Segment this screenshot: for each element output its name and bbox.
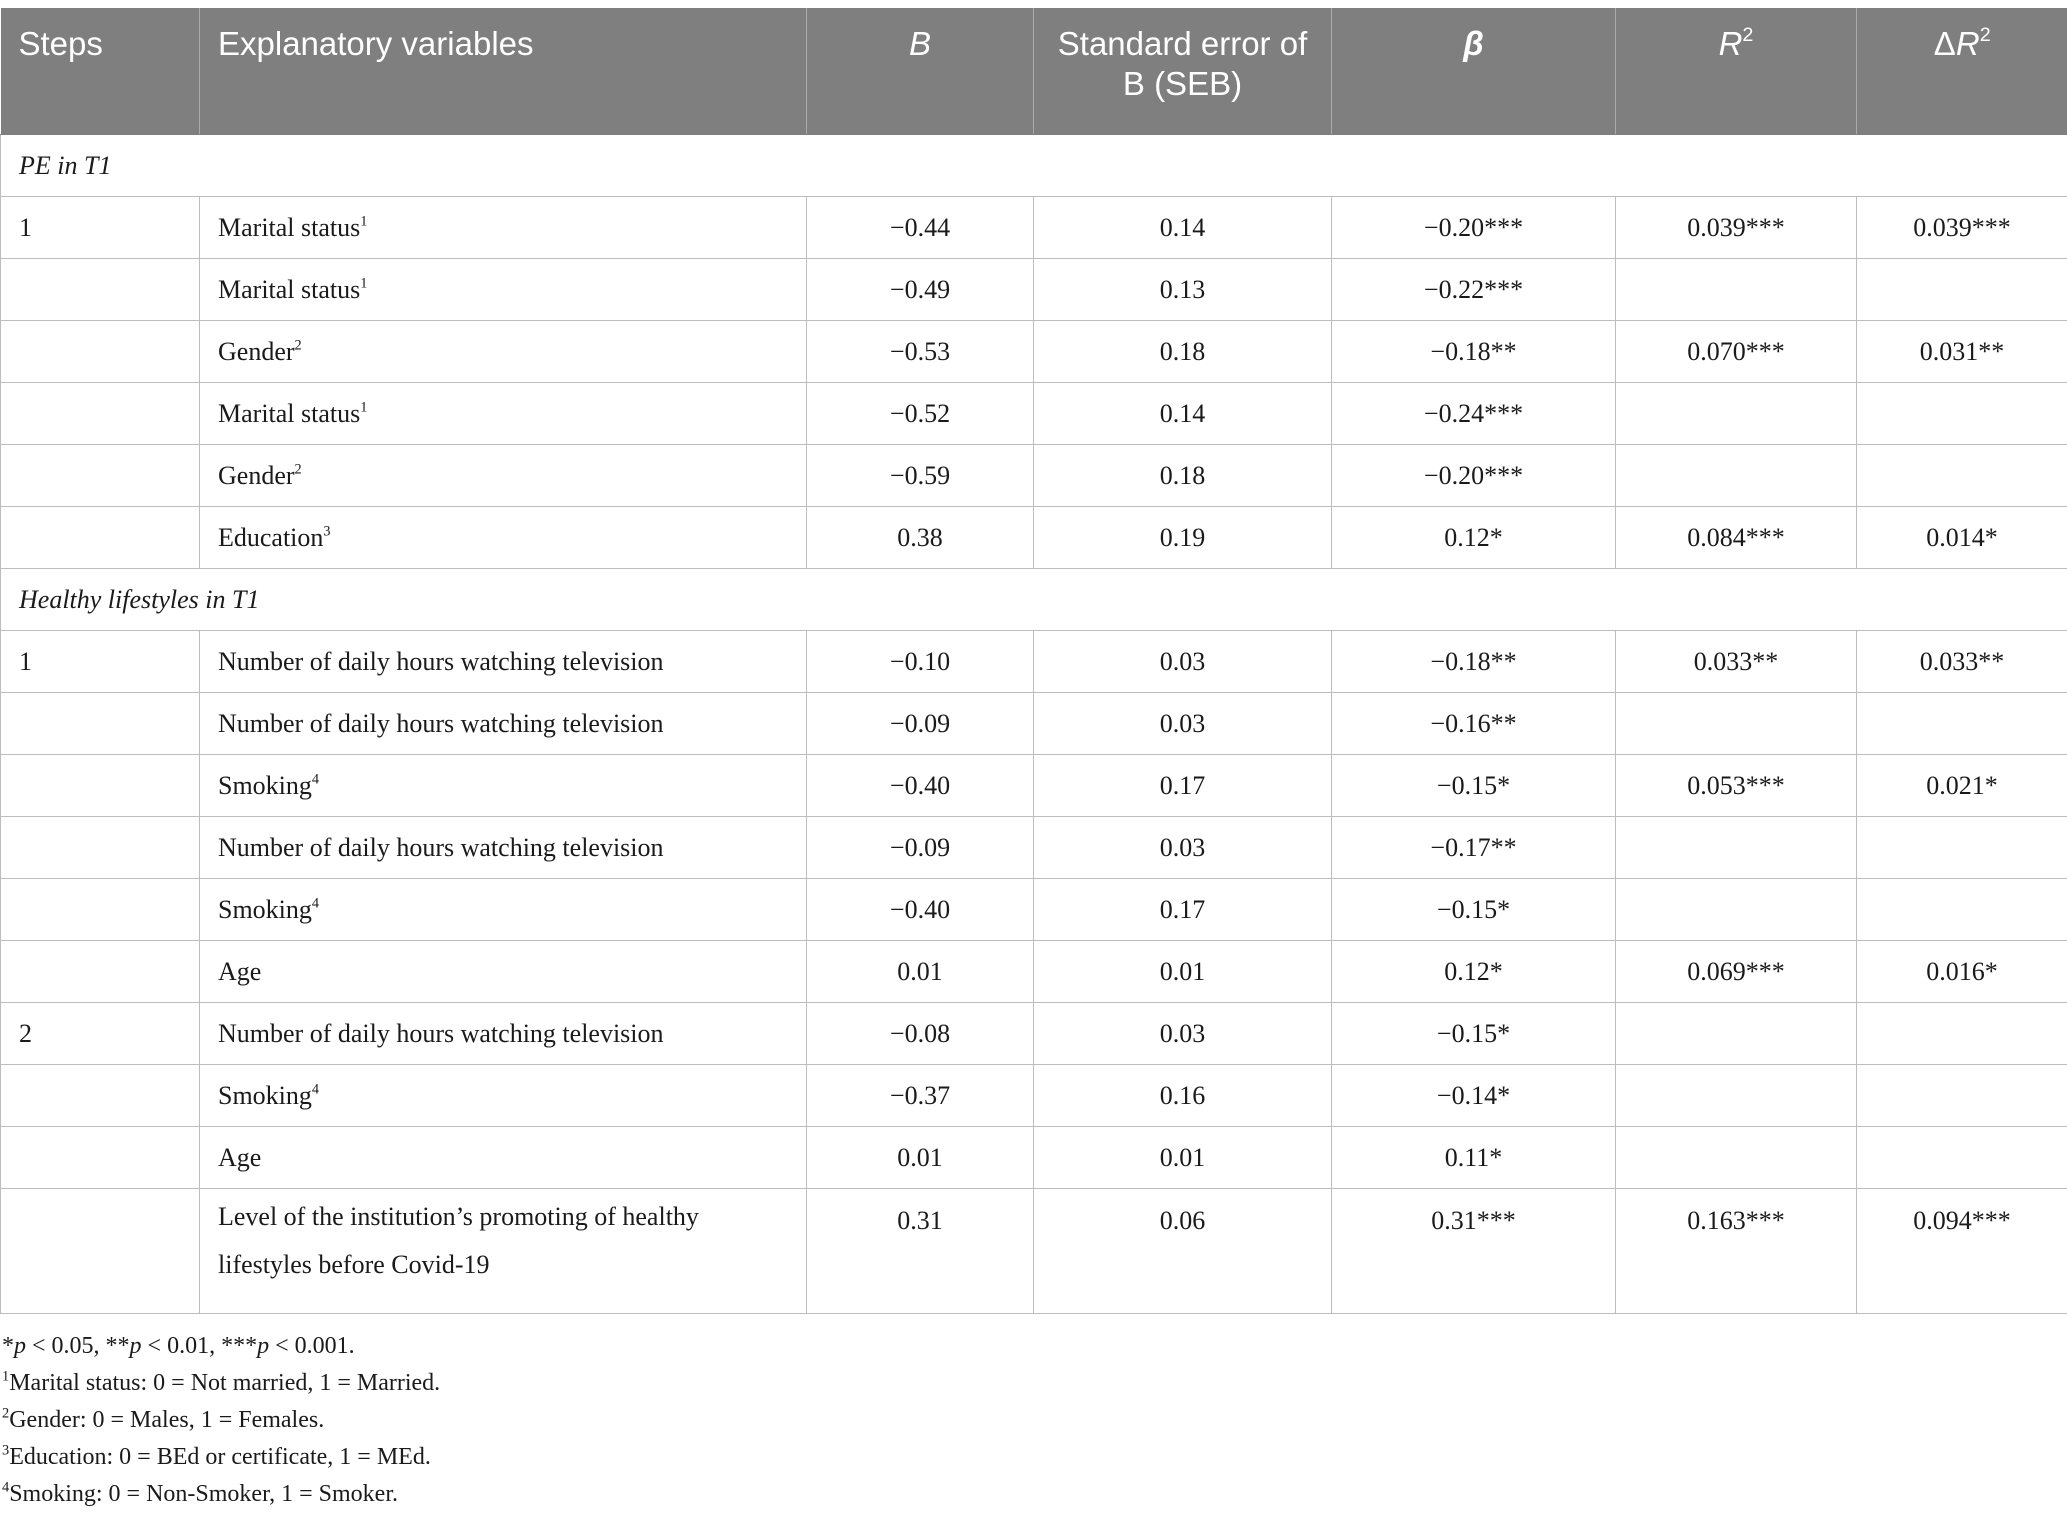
cell-b (807, 445, 1034, 507)
cell-r2-text: 0.033** (1694, 647, 1779, 676)
header-r2-sup: 2 (1742, 24, 1753, 46)
cell-step (1, 321, 200, 383)
cell-seb-text: 0.03 (1160, 833, 1206, 862)
cell-b-text: −0.10 (890, 647, 950, 676)
cell-delta-r2-text: 0.033** (1920, 647, 2005, 676)
cell-delta-r2-text: 0.021* (1926, 771, 1998, 800)
cell-b (807, 1065, 1034, 1127)
cell-variable (200, 941, 807, 1003)
cell-beta-text: 0.12* (1444, 523, 1503, 552)
cell-b (807, 383, 1034, 445)
cell-variable (200, 879, 807, 941)
table-row (1, 259, 2067, 321)
footnote-marker: 2 (295, 461, 302, 477)
section-row-healthy-lifestyles (1, 569, 2067, 631)
cell-variable (200, 1065, 807, 1127)
cell-beta-text: −0.18** (1430, 337, 1516, 366)
cell-seb-text: 0.18 (1160, 461, 1206, 490)
cell-beta-text: −0.22*** (1424, 275, 1523, 304)
cell-beta-text: −0.20*** (1424, 213, 1523, 242)
cell-step (1, 259, 200, 321)
cell-r2 (1616, 1189, 1857, 1314)
footnote-1 (2, 1365, 2067, 1402)
cell-step (1, 1065, 200, 1127)
cell-variable-text: Age (218, 957, 261, 986)
cell-step (1, 631, 200, 693)
cell-b (807, 321, 1034, 383)
header-delta-r2-label: R (1956, 25, 1980, 62)
cell-b (807, 259, 1034, 321)
cell-r2 (1616, 693, 1857, 755)
cell-variable (200, 817, 807, 879)
footnote-significance (2, 1328, 2067, 1365)
cell-beta-text: 0.31*** (1431, 1206, 1516, 1235)
footnote-marker: 3 (323, 523, 330, 539)
table-row (1, 507, 2067, 569)
cell-r2 (1616, 941, 1857, 1003)
cell-variable-text: Marital status (218, 275, 360, 304)
cell-variable (200, 321, 807, 383)
cell-step (1, 507, 200, 569)
table-row (1, 755, 2067, 817)
cell-b (807, 507, 1034, 569)
footnote-2-marker: 2 (2, 1406, 9, 1422)
cell-r2 (1616, 631, 1857, 693)
cell-beta-text: −0.17** (1430, 833, 1516, 862)
cell-beta (1332, 383, 1616, 445)
cell-b (807, 631, 1034, 693)
footnote-marker: 4 (312, 895, 319, 911)
cell-seb (1034, 1189, 1332, 1314)
cell-variable (200, 693, 807, 755)
cell-delta-r2 (1857, 383, 2067, 445)
cell-delta-r2-text: 0.031** (1920, 337, 2005, 366)
cell-b-text: 0.38 (897, 523, 943, 552)
table-row (1, 1065, 2067, 1127)
table-row (1, 1189, 2067, 1314)
cell-b-text: −0.08 (890, 1019, 950, 1048)
cell-delta-r2 (1857, 631, 2067, 693)
cell-beta (1332, 321, 1616, 383)
cell-b-text: 0.31 (897, 1206, 943, 1235)
cell-r2-text: 0.084*** (1687, 523, 1785, 552)
cell-delta-r2 (1857, 1003, 2067, 1065)
cell-b (807, 693, 1034, 755)
cell-delta-r2-text: 0.014* (1926, 523, 1998, 552)
cell-r2 (1616, 879, 1857, 941)
cell-b-text: −0.09 (890, 709, 950, 738)
table-header (1, 8, 2067, 135)
table-row (1, 693, 2067, 755)
cell-r2 (1616, 197, 1857, 259)
cell-seb (1034, 383, 1332, 445)
footnote-p2: p (130, 1333, 142, 1359)
cell-step (1, 445, 200, 507)
cell-b (807, 1127, 1034, 1189)
cell-variable (200, 1127, 807, 1189)
table-row (1, 321, 2067, 383)
table-row (1, 1127, 2067, 1189)
cell-seb (1034, 631, 1332, 693)
cell-seb (1034, 1127, 1332, 1189)
footnote-4-marker: 4 (2, 1480, 9, 1496)
table-body (1, 135, 2067, 1314)
cell-variable (200, 1003, 807, 1065)
cell-r2 (1616, 817, 1857, 879)
cell-beta-text: 0.12* (1444, 957, 1503, 986)
cell-step (1, 1189, 200, 1314)
header-r2-label: R (1719, 25, 1743, 62)
footnote-marker: 4 (312, 771, 319, 787)
table-row (1, 1003, 2067, 1065)
cell-r2 (1616, 321, 1857, 383)
footnote-marker: 2 (295, 337, 302, 353)
footnote-sig-d: < 0.001. (269, 1333, 355, 1359)
cell-r2-text: 0.039*** (1687, 213, 1785, 242)
cell-delta-r2 (1857, 507, 2067, 569)
cell-beta-text: −0.24*** (1424, 399, 1523, 428)
cell-delta-r2 (1857, 941, 2067, 1003)
cell-delta-r2 (1857, 445, 2067, 507)
cell-beta-text: −0.15* (1437, 1019, 1510, 1048)
cell-seb (1034, 259, 1332, 321)
section-row-pe (1, 135, 2067, 197)
cell-beta-text: −0.15* (1437, 771, 1510, 800)
cell-seb (1034, 1003, 1332, 1065)
cell-seb-text: 0.03 (1160, 709, 1206, 738)
header-b (807, 8, 1034, 135)
cell-variable-text: Gender (218, 461, 295, 490)
cell-delta-r2 (1857, 693, 2067, 755)
cell-seb-text: 0.17 (1160, 895, 1206, 924)
footnote-1-text: Marital status: 0 = Not married, 1 = Married. (9, 1370, 440, 1396)
cell-beta (1332, 693, 1616, 755)
table-row (1, 445, 2067, 507)
cell-step (1, 693, 200, 755)
cell-seb-text: 0.01 (1160, 957, 1206, 986)
cell-seb-text: 0.16 (1160, 1081, 1206, 1110)
cell-variable-text: Marital status (218, 399, 360, 428)
cell-variable (200, 197, 807, 259)
cell-seb-text: 0.06 (1160, 1206, 1206, 1235)
footnote-marker: 4 (312, 1081, 319, 1097)
cell-b-text: −0.59 (890, 461, 950, 490)
cell-delta-r2 (1857, 197, 2067, 259)
cell-step (1, 383, 200, 445)
cell-seb (1034, 879, 1332, 941)
header-delta-r2-sup: 2 (1980, 24, 1991, 46)
cell-seb-text: 0.13 (1160, 275, 1206, 304)
header-beta (1332, 8, 1616, 135)
cell-delta-r2 (1857, 1127, 2067, 1189)
cell-beta-text: −0.20*** (1424, 461, 1523, 490)
cell-b (807, 817, 1034, 879)
header-b-label: B (909, 25, 931, 62)
cell-seb (1034, 507, 1332, 569)
cell-delta-r2 (1857, 755, 2067, 817)
footnote-4-text: Smoking: 0 = Non-Smoker, 1 = Smoker. (9, 1481, 398, 1507)
cell-b-text: −0.52 (890, 399, 950, 428)
footnote-sig-c: < 0.01, *** (142, 1333, 258, 1359)
cell-beta-text: −0.15* (1437, 895, 1510, 924)
cell-variable-text: Age (218, 1143, 261, 1172)
cell-variable-text: Level of the institution’s promoting of healthy lifestyles before Covid-19 (218, 1202, 699, 1279)
cell-variable-text: Education (218, 523, 323, 552)
footnote-sig-star: * (2, 1333, 14, 1359)
cell-variable (200, 755, 807, 817)
cell-beta (1332, 1189, 1616, 1314)
footnote-p1: p (14, 1333, 26, 1359)
cell-delta-r2-text: 0.039*** (1913, 213, 2011, 242)
cell-step (1, 817, 200, 879)
footnote-3-text: Education: 0 = BEd or certificate, 1 = MEd. (9, 1444, 431, 1470)
cell-seb (1034, 197, 1332, 259)
header-delta-r2 (1857, 8, 2067, 135)
footnote-marker: 1 (360, 399, 367, 415)
cell-variable-text: Number of daily hours watching television (218, 647, 664, 676)
cell-b-text: 0.01 (897, 957, 943, 986)
cell-r2 (1616, 1127, 1857, 1189)
cell-r2 (1616, 383, 1857, 445)
cell-beta-text: −0.18** (1430, 647, 1516, 676)
cell-beta-text: 0.11* (1445, 1143, 1503, 1172)
footnote-p3: p (257, 1333, 269, 1359)
cell-delta-r2 (1857, 817, 2067, 879)
cell-step (1, 1003, 200, 1065)
cell-delta-r2-text: 0.094*** (1913, 1206, 2011, 1235)
cell-variable-text: Number of daily hours watching television (218, 709, 664, 738)
cell-beta (1332, 817, 1616, 879)
cell-variable (200, 259, 807, 321)
table-row (1, 383, 2067, 445)
cell-beta (1332, 755, 1616, 817)
cell-seb-text: 0.17 (1160, 771, 1206, 800)
section-label-healthy-lifestyles: Healthy lifestyles in T1 (1, 569, 2067, 631)
cell-delta-r2 (1857, 321, 2067, 383)
cell-seb (1034, 1065, 1332, 1127)
cell-step (1, 879, 200, 941)
cell-delta-r2 (1857, 1065, 2067, 1127)
cell-b-text: −0.09 (890, 833, 950, 862)
cell-step-text: 1 (19, 213, 32, 242)
cell-b (807, 1189, 1034, 1314)
cell-seb (1034, 817, 1332, 879)
cell-seb (1034, 321, 1332, 383)
cell-variable-text: Gender (218, 337, 295, 366)
cell-step-text: 1 (19, 647, 32, 676)
cell-variable-text: Number of daily hours watching television (218, 833, 664, 862)
cell-delta-r2 (1857, 259, 2067, 321)
footnote-sig-b: < 0.05, ** (26, 1333, 130, 1359)
cell-r2-text: 0.163*** (1687, 1206, 1785, 1235)
cell-seb-text: 0.03 (1160, 1019, 1206, 1048)
cell-r2-text: 0.053*** (1687, 771, 1785, 800)
footnote-3-marker: 3 (2, 1443, 9, 1459)
cell-r2 (1616, 1065, 1857, 1127)
cell-variable (200, 383, 807, 445)
cell-variable-text: Marital status (218, 213, 360, 242)
cell-variable (200, 507, 807, 569)
cell-step (1, 1127, 200, 1189)
cell-seb-text: 0.19 (1160, 523, 1206, 552)
header-beta-label: β (1463, 25, 1483, 62)
regression-table (0, 8, 2067, 1314)
regression-table-container (0, 8, 2067, 1513)
cell-variable (200, 445, 807, 507)
cell-variable-text: Smoking (218, 1081, 312, 1110)
cell-beta (1332, 445, 1616, 507)
header-delta-symbol: Δ (1934, 25, 1956, 62)
cell-step (1, 197, 200, 259)
cell-b-text: −0.40 (890, 895, 950, 924)
header-variables: Explanatory variables (200, 8, 807, 135)
cell-beta-text: −0.14* (1437, 1081, 1510, 1110)
footnote-1-marker: 1 (2, 1369, 9, 1385)
cell-b (807, 755, 1034, 817)
cell-beta (1332, 1127, 1616, 1189)
cell-r2-text: 0.070*** (1687, 337, 1785, 366)
footnote-3 (2, 1439, 2067, 1476)
table-row (1, 941, 2067, 1003)
table-footnotes (0, 1314, 2067, 1513)
cell-seb-text: 0.03 (1160, 647, 1206, 676)
cell-beta (1332, 631, 1616, 693)
cell-b-text: −0.37 (890, 1081, 950, 1110)
table-row (1, 879, 2067, 941)
cell-variable-text: Smoking (218, 771, 312, 800)
cell-r2-text: 0.069*** (1687, 957, 1785, 986)
cell-beta (1332, 1003, 1616, 1065)
cell-delta-r2-text: 0.016* (1926, 957, 1998, 986)
cell-step-text: 2 (19, 1019, 32, 1048)
cell-variable-text: Number of daily hours watching television (218, 1019, 664, 1048)
footnote-marker: 1 (360, 275, 367, 291)
footnote-2-text: Gender: 0 = Males, 1 = Females. (9, 1407, 324, 1433)
cell-r2 (1616, 1003, 1857, 1065)
footnote-4 (2, 1476, 2067, 1513)
cell-r2 (1616, 445, 1857, 507)
cell-b (807, 941, 1034, 1003)
section-label-pe: PE in T1 (1, 135, 2067, 197)
cell-r2 (1616, 507, 1857, 569)
cell-beta (1332, 879, 1616, 941)
header-seb: Standard error of B (SEB) (1034, 8, 1332, 135)
cell-beta (1332, 1065, 1616, 1127)
table-row (1, 817, 2067, 879)
footnote-2 (2, 1402, 2067, 1439)
cell-b (807, 1003, 1034, 1065)
header-r2 (1616, 8, 1857, 135)
footnote-marker: 1 (360, 213, 367, 229)
cell-seb (1034, 693, 1332, 755)
cell-b-text: −0.44 (890, 213, 950, 242)
cell-beta (1332, 259, 1616, 321)
cell-beta-text: −0.16** (1430, 709, 1516, 738)
cell-b-text: −0.49 (890, 275, 950, 304)
cell-b-text: 0.01 (897, 1143, 943, 1172)
cell-variable (200, 1189, 807, 1314)
header-steps: Steps (1, 8, 200, 135)
table-row (1, 631, 2067, 693)
cell-seb-text: 0.18 (1160, 337, 1206, 366)
cell-seb (1034, 755, 1332, 817)
cell-step (1, 755, 200, 817)
table-row (1, 197, 2067, 259)
cell-b-text: −0.40 (890, 771, 950, 800)
cell-beta (1332, 507, 1616, 569)
cell-b-text: −0.53 (890, 337, 950, 366)
cell-beta (1332, 941, 1616, 1003)
cell-seb-text: 0.01 (1160, 1143, 1206, 1172)
cell-seb (1034, 941, 1332, 1003)
cell-seb-text: 0.14 (1160, 399, 1206, 428)
cell-delta-r2 (1857, 879, 2067, 941)
cell-beta (1332, 197, 1616, 259)
cell-seb (1034, 445, 1332, 507)
cell-variable-text: Smoking (218, 895, 312, 924)
cell-r2 (1616, 755, 1857, 817)
cell-seb-text: 0.14 (1160, 213, 1206, 242)
cell-b (807, 879, 1034, 941)
cell-step (1, 941, 200, 1003)
cell-variable (200, 631, 807, 693)
cell-r2 (1616, 259, 1857, 321)
cell-b (807, 197, 1034, 259)
cell-delta-r2 (1857, 1189, 2067, 1314)
